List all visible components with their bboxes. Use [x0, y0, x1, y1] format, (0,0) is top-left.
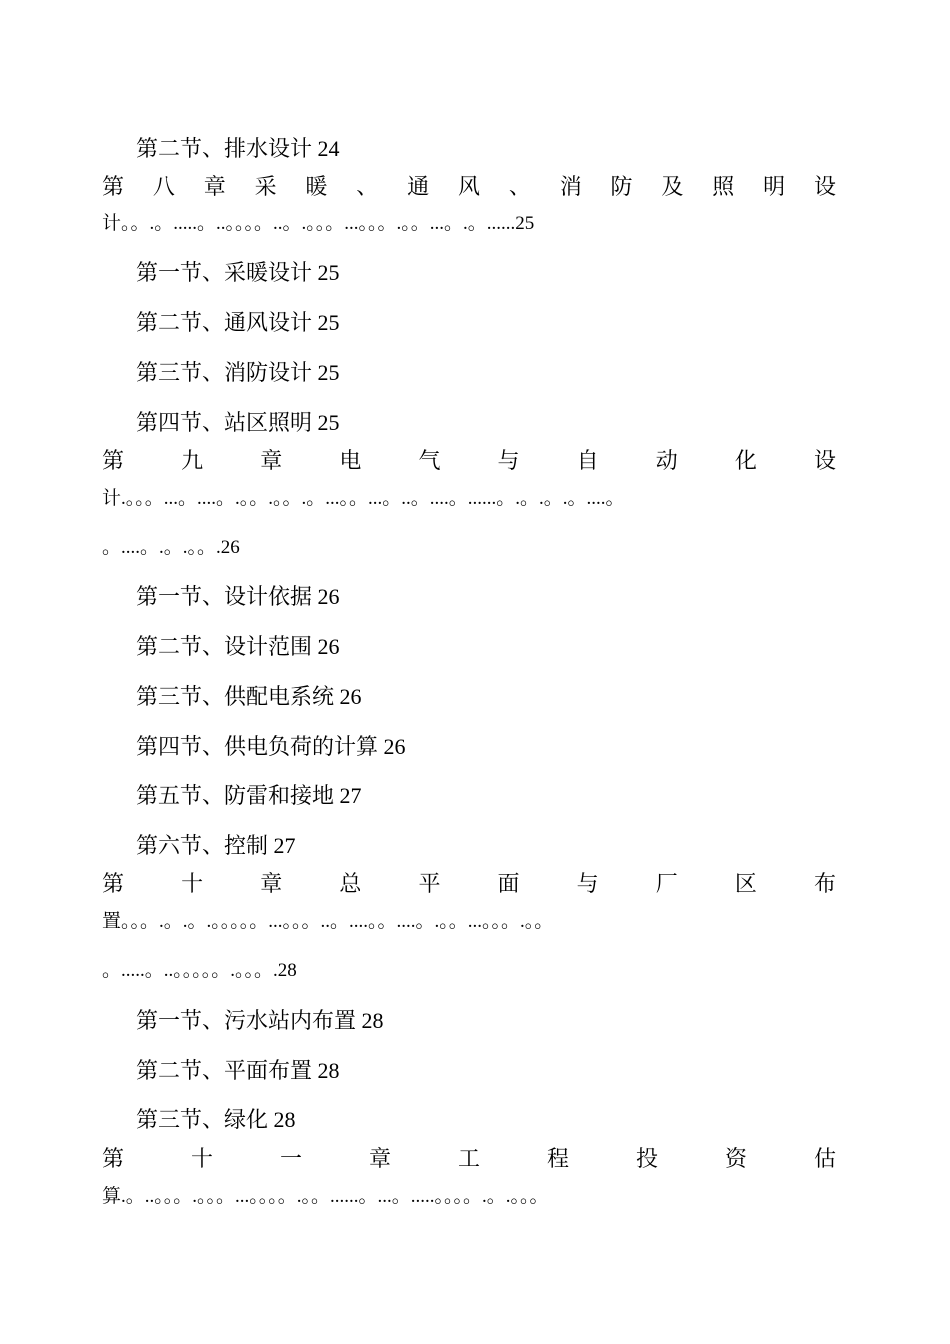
toc-entry-fire-protection-design[interactable]: 第三节、消防设计 25	[136, 360, 340, 385]
toc-chapter-10-title[interactable]: 第 十 章 总 平 面 与 厂 区 布	[102, 871, 836, 896]
toc-chapter-8-leader: 计。。.。.....。..。。。。..。.。。。...。。。.。。...。.。......25	[102, 213, 535, 234]
toc-chapter-10-leader-cont: 。.....。..。。。。。.。。。.28	[102, 960, 297, 981]
toc-chapter-11-title[interactable]: 第 十 一 章 工 程 投 资 估	[102, 1146, 836, 1171]
toc-chapter-9-leader-cont: 。....。.。.。。.26	[102, 537, 240, 558]
toc-entry-load-calculation[interactable]: 第四节、供电负荷的计算 26	[136, 734, 406, 759]
toc-entry-ventilation-design[interactable]: 第二节、通风设计 25	[136, 310, 340, 335]
toc-chapter-9-leader: 计.。。。...。....。.。。.。。.。...。。...。..。....。......。.。.。.。....。	[102, 488, 625, 509]
toc-entry-power-distribution[interactable]: 第三节、供配电系统 26	[136, 684, 362, 709]
toc-entry-lightning-grounding[interactable]: 第五节、防雷和接地 27	[136, 783, 362, 808]
toc-entry-design-scope[interactable]: 第二节、设计范围 26	[136, 634, 340, 659]
toc-chapter-9-title[interactable]: 第 九 章 电 气 与 自 动 化 设	[102, 448, 836, 473]
toc-entry-site-lighting[interactable]: 第四节、站区照明 25	[136, 410, 340, 435]
toc-chapter-8-title[interactable]: 第 八 章 采 暖 、 通 风 、 消 防 及 照 明 设	[102, 174, 836, 199]
toc-entry-drainage-design[interactable]: 第二节、排水设计 24	[136, 136, 340, 161]
toc-entry-heating-design[interactable]: 第一节、采暖设计 25	[136, 260, 340, 285]
toc-entry-design-basis[interactable]: 第一节、设计依据 26	[136, 584, 340, 609]
toc-chapter-11-leader: 算.。..。。。.。。。...。。。。.。。......。...。.....。。。。.。.。。。	[102, 1186, 549, 1207]
toc-entry-station-layout[interactable]: 第一节、污水站内布置 28	[136, 1008, 384, 1033]
toc-chapter-10-leader: 置。。。.。.。.。。。。。...。。。..。....。。....。.。。...。。。.。。	[102, 911, 554, 932]
toc-entry-plan-layout[interactable]: 第二节、平面布置 28	[136, 1058, 340, 1083]
toc-entry-greening[interactable]: 第三节、绿化 28	[136, 1107, 296, 1132]
toc-entry-control[interactable]: 第六节、控制 27	[136, 833, 296, 858]
